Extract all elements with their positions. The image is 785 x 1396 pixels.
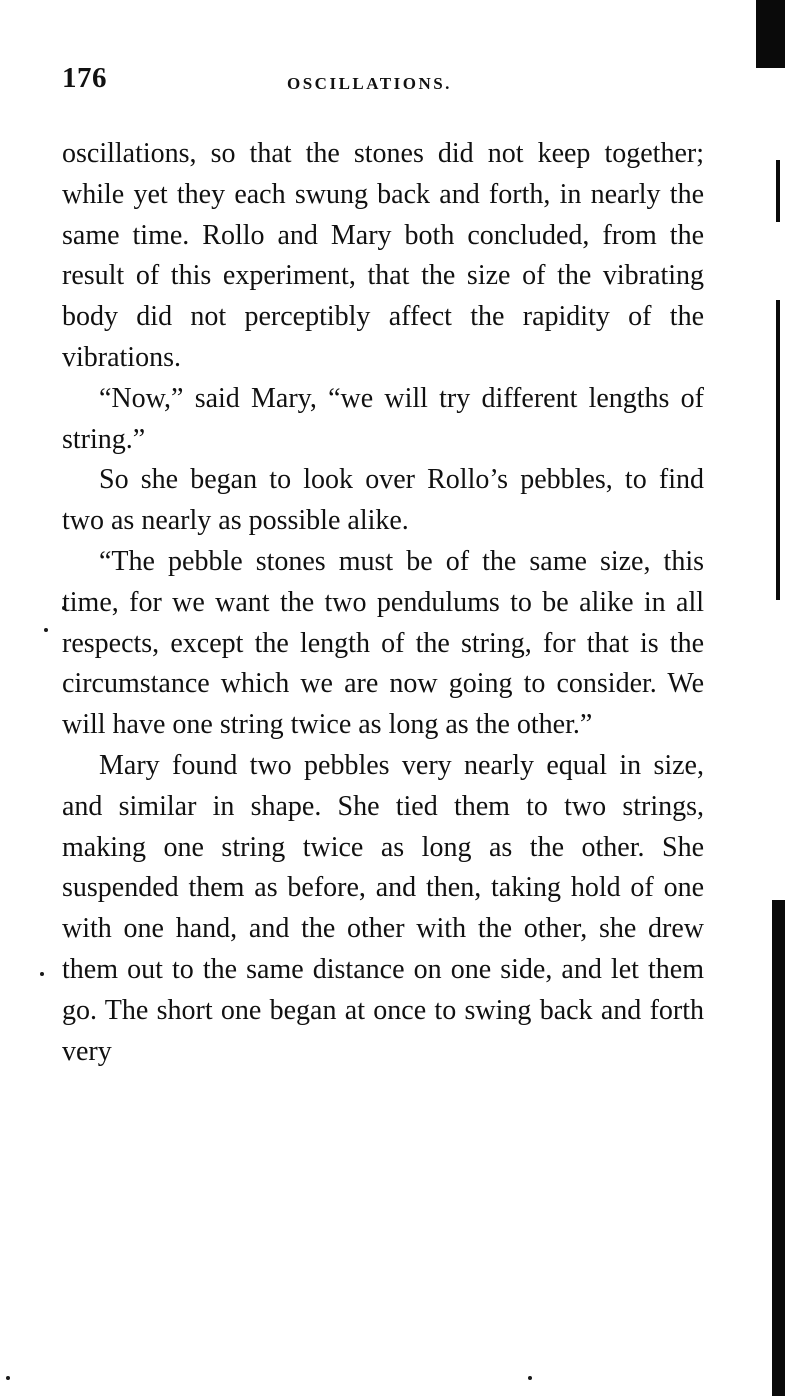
body-text <box>62 134 704 1072</box>
scan-edge-mark <box>772 900 785 1396</box>
scan-speck <box>40 972 44 976</box>
scan-edge-mark <box>776 160 780 222</box>
paragraph: “Now,” said Mary, “we will try different lengths of string.” <box>62 382 704 455</box>
paragraph: “The pebble stones must be of the same size, this time, for we want the two pendulums to be alike in all respects, except the length of the string, for that is the circumstance which we are now going to consider. We will have one string twice as long as the other.” <box>62 545 704 741</box>
scan-edge-corner <box>756 0 785 68</box>
scan-speck <box>6 1376 10 1380</box>
paragraph: Mary found two pebbles very nearly equal in size, and similar in shape. She tied them to two strings, making one string twice as long as the other. She suspended them as before, and then, taking hold of one with one hand, and the other with the other, she drew them out to the same distance on one side, and let them go. The short one began at once to swing back and forth very <box>62 749 704 1067</box>
scan-speck <box>44 628 48 632</box>
paragraph: oscillations, so that the stones did not keep together; while yet they each swung back and forth, in nearly the same time. Rollo and Mary both concluded, from the result of this experiment, that the size of the vibrating body did not perceptibly affect the rapidity of the vibrations. <box>62 138 704 373</box>
page-header <box>62 62 622 102</box>
running-head: OSCILLATIONS. <box>287 74 452 93</box>
scan-speck <box>528 1376 532 1380</box>
paragraph: So she began to look over Rollo’s pebbles, to find two as nearly as possible alike. <box>62 464 704 537</box>
page-number: 176 <box>62 62 107 94</box>
scan-edge-mark <box>776 300 780 600</box>
